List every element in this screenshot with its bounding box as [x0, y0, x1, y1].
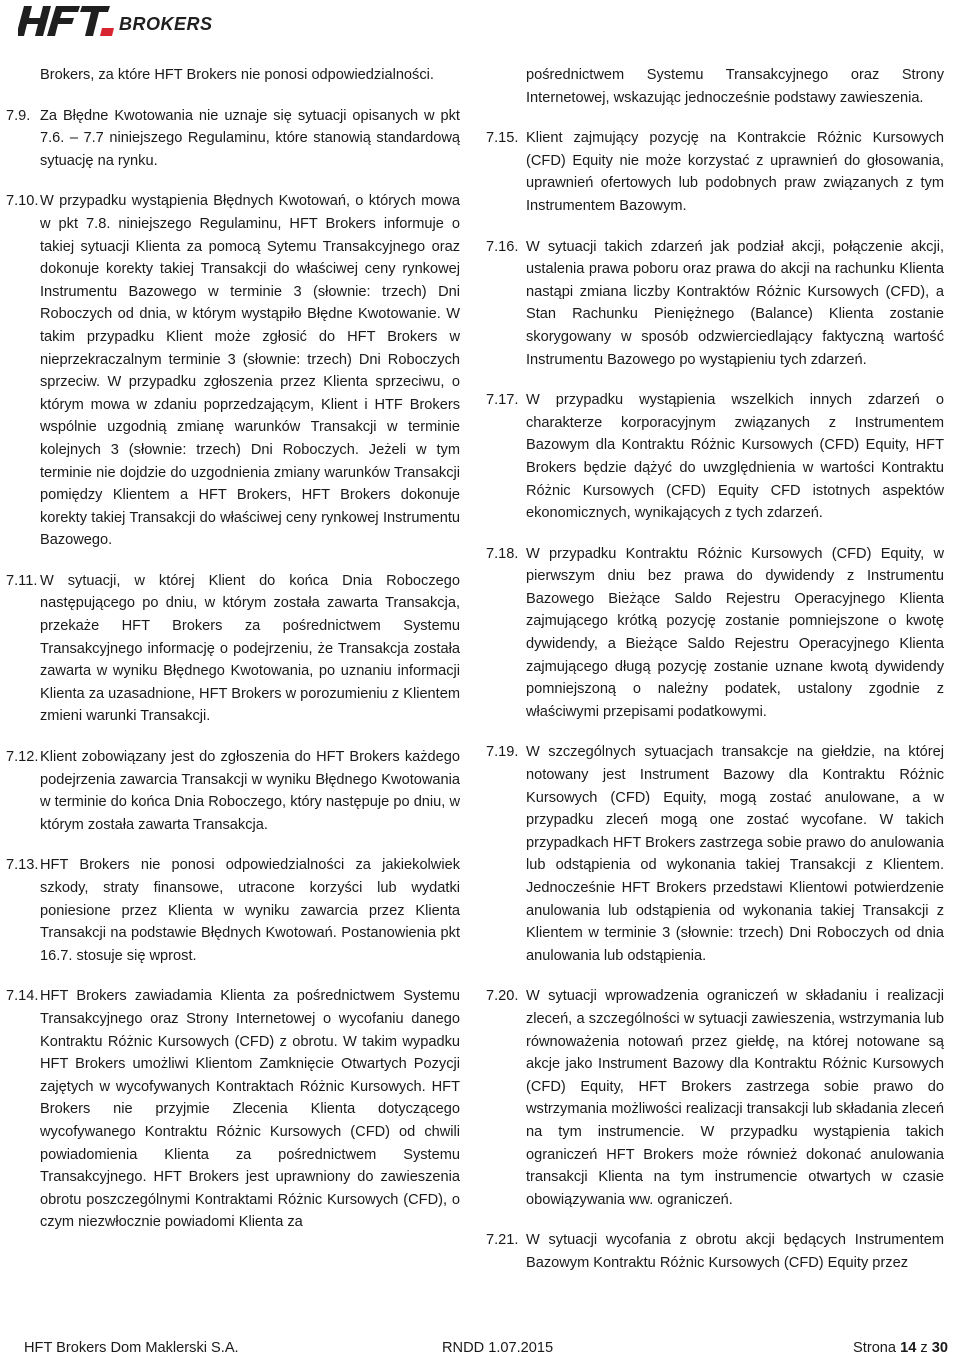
paragraph-number: 7.18. — [486, 545, 519, 562]
paragraph-number: 7.12. — [6, 749, 39, 766]
paragraph-text: Za Błędne Kwotowania nie uznaje się sytuacji opisanych w pkt 7.6. – 7.7 niniejszego Regulaminu, które stanowią standardową sytuację na rynku. — [40, 107, 460, 169]
paragraph-7-20 — [486, 985, 944, 1211]
paragraph-number: 7.16. — [486, 238, 519, 255]
paragraph-7-14 — [6, 985, 460, 1234]
left-column — [6, 64, 460, 1252]
paragraph-7-10 — [6, 190, 460, 552]
right-column — [486, 64, 944, 1293]
logo-brokers-text: BROKERS — [119, 14, 213, 34]
paragraph-7-17 — [486, 389, 944, 525]
paragraph-7-12 — [6, 746, 460, 836]
paragraph-text: W przypadku Kontraktu Różnic Kursowych (CFD) Equity, w pierwszym dniu bez prawa do dywidendy z Instrumentu Bazowego Bieżące Saldo Rejestru Operacyjnego Klienta zajmującego krótką pozycję zostanie pomniejszone o kwotę dywidendy, a Bieżące Saldo Rejestru Operacyjnego Klienta zajmującego długą pozycję zostanie uznane kwotą dywidendy pomniejszoną o należny podatek, ustalony zgodnie z właściwymi przepisami podatkowymi. — [526, 545, 944, 720]
page-label: Strona — [853, 1340, 897, 1356]
footer-page-number — [853, 1340, 948, 1356]
paragraph-7-13 — [6, 854, 460, 967]
paragraph-text: W sytuacji wycofania z obrotu akcji będących Instrumentem Bazowym Kontraktu Różnic Kursowych (CFD) Equity przez — [526, 1232, 944, 1271]
paragraph-text: W sytuacji takich zdarzeń jak podział akcji, połączenie akcji, ustalenia prawa poboru oraz prawa do akcji na rachunku Klienta nastąpi zmiana liczby Kontraktów Różnic Kursowych (CFD), a Stan Rachunku Pieniężnego (Balance) Klienta zostanie skorygowany w sposób odzwierciedlający faktyczną wartość Instrumentu Bazowego po wystąpieniu tych zdarzeń. — [526, 238, 944, 368]
paragraph-text: Klient zajmujący pozycję na Kontrakcie Różnic Kursowych (CFD) Equity nie może korzystać z uprawnień do głosowania, uprawnień ofertowych lub podobnych praw związanych z tym Instrumentem Bazowym. — [526, 130, 944, 214]
paragraph-text: Klient zobowiązany jest do zgłoszenia do HFT Brokers każdego podejrzenia zawarcia Transakcji w wyniku Błędnego Kwotowania w terminie do końca Dnia Roboczego, który następuje po dniu, w którym została zawarta Transakcja. — [40, 749, 460, 833]
paragraph-7-21 — [486, 1229, 944, 1274]
paragraph-text: W przypadku wystąpienia wszelkich innych zdarzeń o charakterze korporacyjnym związanych z Instrumentem Bazowym dla Kontraktu Różnic Kursowych (CFD) Equity, HFT Brokers będzie dążyć do uwzględnienia w wartości Kontraktu Różnic Kursowych (CFD) Equity CFD istotnych aspektów ekonomicznych, wynikających z tych zdarzeń. — [526, 392, 944, 522]
paragraph-number: 7.10. — [6, 193, 39, 210]
paragraph-number: 7.17. — [486, 392, 519, 409]
paragraph-text: W szczególnych sytuacjach transakcje na giełdzie, na której notowany jest Instrument Bazowy dla Kontraktu Różnic Kursowych (CFD) Equity, mogą zostać anulowane, a w przypadku zleceń mogą one zostać wycofane. W takich przypadkach HFT Brokers zastrzega sobie prawo do anulowania lub odstąpienia od wykonania takiej Transakcji z Klientem. Jednocześnie HFT Brokers przedstawi Klientowi potwierdzenie anulowania lub odstąpienia od wykonania takiej Transakcji z Klientem w terminie 3 (słownie: trzech) Dni Roboczych od dnia anulowania lub odstąpienia. — [526, 744, 944, 964]
paragraph-number: 7.11. — [6, 572, 38, 589]
page-current: 14 — [900, 1340, 917, 1356]
paragraph-number: 7.19. — [486, 744, 519, 761]
paragraph-7-18 — [486, 543, 944, 724]
left-continuation-text: Brokers, za które HFT Brokers nie ponosi odpowiedzialności. — [40, 67, 434, 83]
paragraph-text: HFT Brokers nie ponosi odpowiedzialności za jakiekolwiek szkody, straty finansowe, utracone korzyści lub wydatki poniesione przez Klienta w wyniku zawarcia przez Klienta Transakcji na podstawie Błędnych Kwotowań. Postanowienia pkt 16.7. stosuje się wprost. — [40, 857, 460, 964]
paragraph-text: W sytuacji wprowadzenia ograniczeń w składaniu i realizacji zleceń, a szczególności w sytuacji zawieszenia, wstrzymania lub równoważenia notowań przez giełdę, na której notowane są akcje jako Instrument Bazowy dla Kontraktu Różnic Kursowych (CFD) Equity, HFT Brokers zastrzega sobie prawo do wstrzymania możliwości realizacji transakcji lub składania zleceń na tym instrumencie. W przypadku wystąpienia takich ograniczeń HFT Brokers może również dokonać anulowania transakcji Klienta na tym instrumencie otwartych w czasie obowiązywania ww. ograniczeń. — [526, 988, 944, 1208]
paragraph-7-19 — [486, 741, 944, 967]
footer-document-code: RNDD 1.07.2015 — [442, 1340, 554, 1356]
paragraph-number: 7.20. — [486, 988, 519, 1005]
paragraph-7-15 — [486, 127, 944, 217]
paragraph-text: W przypadku wystąpienia Błędnych Kwotowań, o których mowa w pkt 7.8. niniejszego Regulaminu, HFT Brokers informuje o takiej sytuacji Klienta za pomocą Sytemu Transakcyjnego oraz dokonuje korekty takiej Transakcji do właściwej ceny rynkowej Instrumentu Bazowego w terminie 3 (słownie: trzech) Dni Roboczych od dnia, w którym wystąpiło Błędne Kwotowanie. W takim przypadku Klient może zgłosić do HFT Brokers w nieprzekraczalnym terminie 3 (słownie: trzech) Dni Roboczych sprzeciw. W przypadku zgłoszenia przez Klienta sprzeciwu, o którym mowa w zdaniu poprzedzającym, Klient i HTF Brokers wspólnie uzgodnią zmianę warunków Transakcji w terminie kolejnych 3 (słownie: trzech) Dni Roboczych. Jeżeli w tym terminie nie dojdzie do uzgodnienia zmiany warunków Transakcji pomiędzy Klientem a HFT Brokers, HFT Brokers dokonuje korekty takiej Transakcji do właściwej ceny rynkowej Instrumentu Bazowego. — [40, 193, 460, 549]
paragraph-7-11 — [6, 570, 460, 728]
paragraph-number: 7.14. — [6, 988, 39, 1005]
paragraph-7-16 — [486, 236, 944, 372]
page-total: 30 — [931, 1340, 948, 1356]
paragraph-text: HFT Brokers zawiadamia Klienta za pośrednictwem Systemu Transakcyjnego oraz Strony Internetowej o wycofaniu danego Kontraktu Różnic Kursowych (CFD) z obrotu. W takim wypadku HFT Brokers umożliwi Klientom Zamknięcie Otwartych Pozycji zajętych w wycofywanych Kontraktach Różnic Kursowych. HFT Brokers nie przyjmie Zlecenia Klienta dotyczącego wycofywanego Kontraktu Różnic Kursowych (CFD) od chwili powiadomienia Klienta za pośrednictwem Systemu Transakcyjnego. HFT Brokers jest uprawniony do zawieszenia obrotu poszczególnymi Kontraktami Różnic Kursowych (CFD), o czym niezwłocznie powiadomi Klienta za — [40, 988, 460, 1231]
paragraph-number: 7.15. — [486, 130, 519, 147]
paragraph-number: 7.13. — [6, 857, 39, 874]
footer-company: HFT Brokers Dom Maklerski S.A. — [24, 1340, 239, 1356]
paragraph-number: 7.21. — [486, 1232, 519, 1249]
right-continuation-text: pośrednictwem Systemu Transakcyjnego oraz Strony Internetowej, wskazując jednocześnie podstawy zawieszenia. — [526, 67, 944, 106]
paragraph-7-9 — [6, 105, 460, 173]
paragraph-number: 7.9. — [6, 107, 31, 124]
hft-logo-mark — [18, 4, 118, 38]
hft-brokers-logo — [18, 4, 213, 38]
paragraph-text: W sytuacji, w której Klient do końca Dnia Roboczego następującego po dniu, w którym została zawarta Transakcja, przekaże HFT Brokers za pośrednictwem Systemu Transakcyjnego informację o podejrzeniu, że Transakcja została zawarta w wyniku Błędnego Kwotowania, po uznaniu informacji Klienta za uzasadnione, HFT Brokers w porozumieniu z Klientem zmieni warunki Transakcji. — [40, 572, 460, 725]
page-footer — [24, 1336, 948, 1360]
page-separator: z — [920, 1340, 928, 1356]
